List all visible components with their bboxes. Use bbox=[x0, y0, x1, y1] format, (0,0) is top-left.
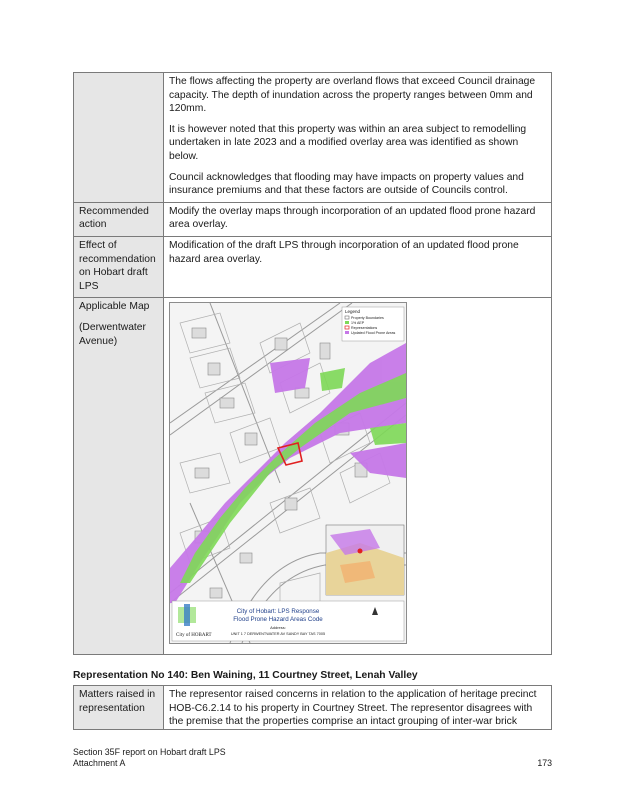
map-title-1: City of Hobart: LPS Response bbox=[236, 608, 320, 616]
matters-text: The representor raised concerns in relation to the application of heritage precinct HOB-C6.2.14 to his property in Courtney Street. The representor disagrees with the premise that the properties comprise an intact grouping of inter-war brick bbox=[164, 686, 552, 730]
recommended-action-label: Recommended action bbox=[74, 202, 164, 236]
map-address-label: Address: bbox=[270, 625, 286, 631]
footer-line-2: Attachment A bbox=[73, 758, 126, 768]
map-address: UNIT 1 7 DERWENTWATER AV SANDY BAY TAS 7005 bbox=[230, 632, 326, 637]
flood-map bbox=[169, 302, 407, 644]
table-row bbox=[74, 686, 552, 730]
table-row bbox=[74, 236, 552, 297]
map-title-2: Flood Prone Hazard Areas Code bbox=[233, 616, 323, 624]
svg-text:1% AEP: 1% AEP bbox=[351, 321, 365, 326]
representation-140-table bbox=[73, 685, 552, 730]
representation-table bbox=[73, 72, 552, 655]
label-cell-empty bbox=[74, 73, 164, 203]
table-row bbox=[74, 298, 552, 655]
map-sublabel: (Derwentwater Avenue) bbox=[79, 321, 146, 347]
city-logo-text: City of HOBART bbox=[176, 633, 212, 639]
svg-text:Representations: Representations bbox=[351, 326, 378, 331]
flood-map-svg bbox=[170, 303, 406, 643]
page-footer bbox=[73, 747, 552, 769]
footer-line-1: Section 35F report on Hobart draft LPS bbox=[73, 747, 226, 757]
map-title-block bbox=[172, 601, 404, 641]
response-paragraph: It is however noted that this property was within an area subject to remodelling undertaken in late 2023 and a modified overlay area was identified as shown below. bbox=[169, 123, 527, 162]
representation-heading: Representation No 140: Ben Waining, 11 Courtney Street, Lenah Valley bbox=[73, 670, 418, 681]
svg-text:Property Boundaries: Property Boundaries bbox=[351, 316, 384, 321]
table-row bbox=[74, 73, 552, 203]
svg-text:Updated Flood Prone Areas: Updated Flood Prone Areas bbox=[351, 331, 396, 336]
inset-map bbox=[326, 525, 404, 595]
map-label: Applicable Map bbox=[79, 301, 150, 313]
response-paragraph: Council acknowledges that flooding may have impacts on property values and insurance premiums and that these factors are outside of Councils control. bbox=[169, 171, 524, 197]
response-cell bbox=[164, 73, 552, 203]
table-row bbox=[74, 202, 552, 236]
svg-text:Legend: Legend bbox=[345, 309, 361, 315]
recommended-action-text: Modify the overlay maps through incorporation of an updated flood prone hazard area overlay. bbox=[164, 202, 552, 236]
response-paragraph: The flows affecting the property are overland flows that exceed Council drainage capacity. The depth of inundation across the property ranges between 0mm and 120mm. bbox=[169, 76, 536, 115]
matters-label: Matters raised in representation bbox=[74, 686, 164, 730]
map-label-cell bbox=[74, 298, 164, 655]
page-number: 173 bbox=[537, 758, 552, 768]
map-cell bbox=[164, 298, 552, 655]
effect-text: Modification of the draft LPS through incorporation of an updated flood prone hazard area overlay. bbox=[164, 236, 552, 297]
effect-label: Effect of recommendation on Hobart draft LPS bbox=[74, 236, 164, 297]
map-legend bbox=[342, 307, 404, 341]
